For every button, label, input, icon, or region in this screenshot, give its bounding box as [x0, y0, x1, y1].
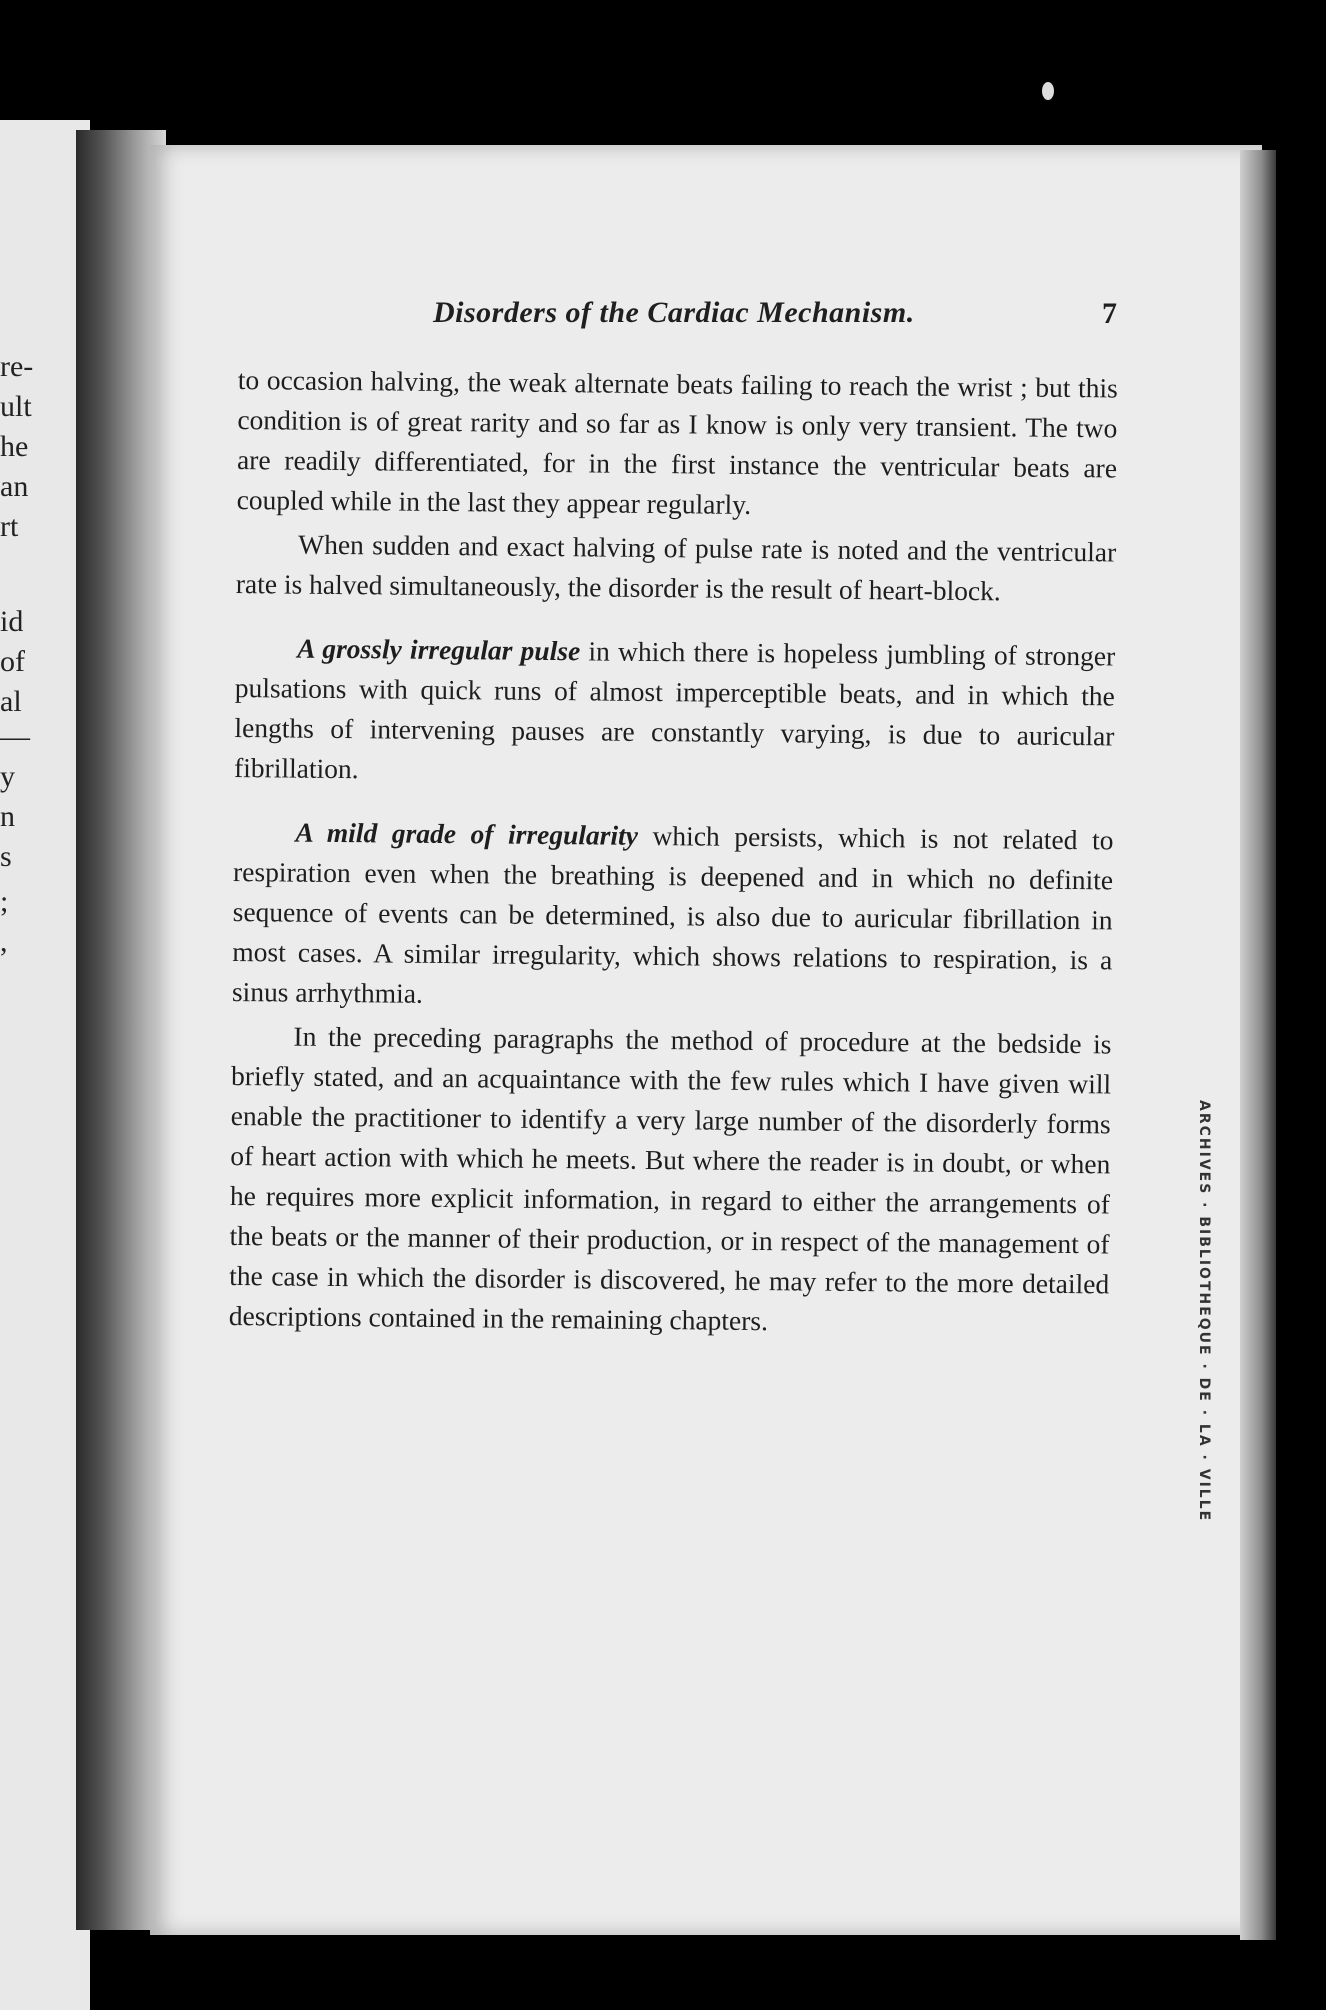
prev-page-fragment: al	[0, 685, 22, 718]
prev-page-fragment: ;	[0, 885, 9, 918]
paragraph-emphasis: A grossly irregular pulse	[297, 632, 581, 667]
prev-page-fragment: n	[0, 800, 15, 833]
prev-page-fragment: y	[0, 760, 15, 793]
page-edge	[1240, 150, 1276, 1940]
body-text	[229, 360, 1118, 1344]
prev-page-fragment: rt	[0, 510, 19, 543]
prev-page-fragment: re-	[0, 350, 34, 383]
paragraph-text: in which there is hopeless jumbling of stronger pulsations with quick runs of almost imperceptible beats, and in which the lengths of intervening pauses are constantly varying, is due to auricular fibrillation.	[233, 635, 1116, 785]
punch-hole	[1042, 82, 1054, 100]
prev-page-fragment: an	[0, 470, 29, 503]
prev-page-fragment: of	[0, 645, 25, 678]
prev-page-fragment: id	[0, 605, 24, 638]
edge-stamp-text: ARCHIVES · BIBLIOTHEQUE · DE · LA · VILLE	[1196, 1100, 1212, 1523]
prev-page-fragment: s	[0, 840, 12, 873]
prev-page-fragment: ult	[0, 390, 32, 423]
paragraph	[234, 628, 1115, 796]
page-number: 7	[1102, 297, 1117, 330]
prev-page-fragment: ,	[0, 925, 8, 958]
paragraph-text: When sudden and exact halving of pulse rate is noted and the ventricular rate is halved simultaneously, the disorder is the result of heart-block.	[235, 528, 1117, 607]
prev-page-fragment: —	[0, 720, 30, 753]
paragraph-text: which persists, which is not related to respiration even when the breathing is deepened and in which no definite sequence of events can be determined, is also due to auricular fibrillation in most cases. A similar irregularity, which shows relations to respiration, is a sinus arrhythmia.	[231, 819, 1114, 1009]
paragraph	[236, 360, 1117, 528]
paragraph-text: In the preceding paragraphs the method of procedure at the bedside is briefly stated, and an acquaintance with the few rules which I have given will enable the practitioner to identify a very large number of the disorderly forms of heart action with which he meets. But where the reader is in doubt, or when he requires more explicit information, in regard to either the arrangements of the beats or the manner of their production, or in respect of the management of the case in which the disorder is discovered, he may refer to the more detailed descriptions contained in the remaining chapters.	[228, 1020, 1112, 1337]
running-head: Disorders of the Cardiac Mechanism.	[433, 296, 915, 329]
prev-page-fragment: he	[0, 430, 29, 463]
paragraph	[232, 812, 1114, 1020]
paragraph	[229, 1016, 1112, 1344]
paragraph-text: to occasion halving, the weak alternate beats failing to reach the wrist ; but this condition is of great rarity and so far as I know is only very transient. The two are readily differentiated, for in the first instance the ventricular beats are coupled while in the last they appear regularly.	[236, 363, 1118, 520]
paragraph-emphasis: A mild grade of irregularity	[295, 816, 639, 851]
paragraph	[236, 524, 1117, 612]
